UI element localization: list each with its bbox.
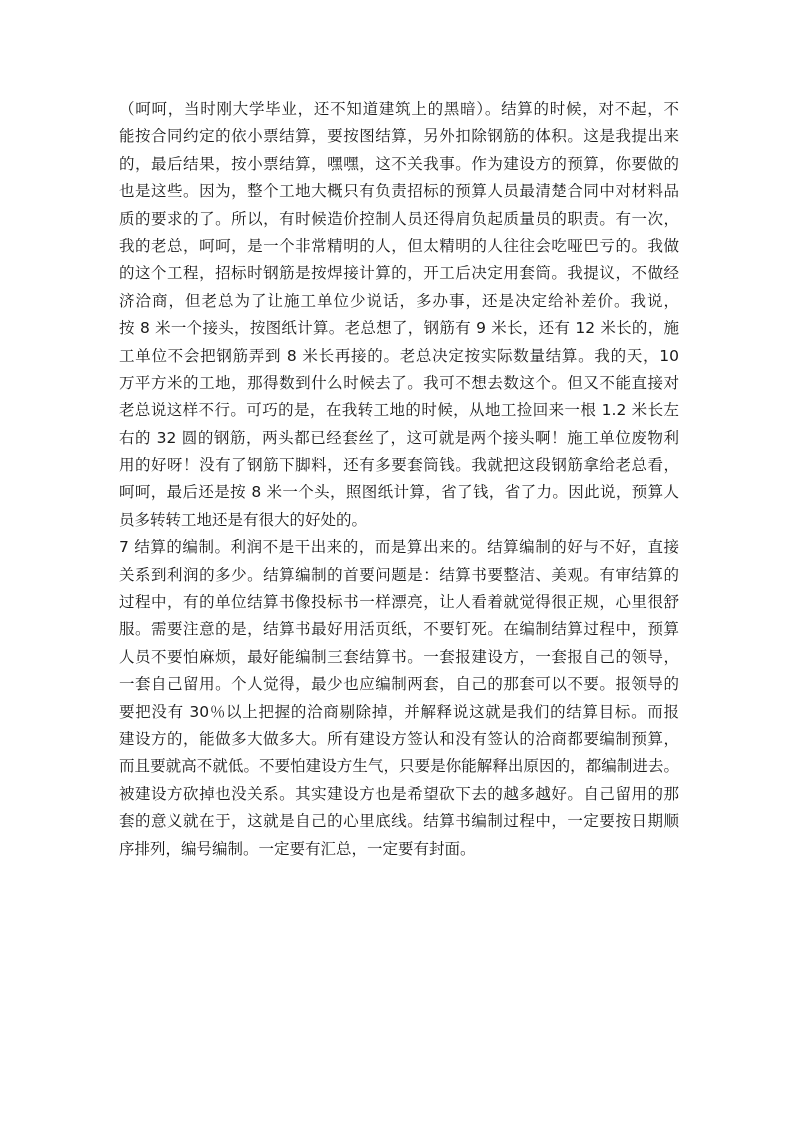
paragraph-line: （呵呵，当时刚大学毕业，还不知道建筑上的黑暗）。结算的时候，对不起，不 <box>119 100 679 118</box>
paragraph-line: 工单位不会把钢筋弄到 8 米长再接的。老总决定按实际数量结算。我的天，10 <box>119 346 679 365</box>
paragraph-line: 服。需要注意的是，结算书最好用活页纸，不要钉死。在编制结算过程中，预算 <box>119 620 679 639</box>
paragraph-line: 员多转转工地还是有很大的好处的。 <box>119 510 368 529</box>
paragraph-line: 右的 32 圆的钢筋，两头都已经套丝了，这可就是两个接头啊！施工单位废物利 <box>119 428 679 447</box>
paragraph-line: 要把没有 30％以上把握的洽商剔除掉，并解释说这就是我们的结算目标。而报 <box>119 702 679 721</box>
paragraph-line: 关系到利润的多少。结算编制的首要问题是：结算书要整洁、美观。有审结算的 <box>119 565 679 584</box>
paragraph-line: 也是这些。因为，整个工地大概只有负责招标的预算人员最清楚合同中对材料品 <box>119 182 679 201</box>
paragraph-line: 而且要就高不就低。不要怕建设方生气，只要是你能解释出原因的，都编制进去。 <box>119 757 679 776</box>
paragraph-line: 老总说这样不行。可巧的是，在我转工地的时候，从地工捡回来一根 1.2 米长左 <box>119 401 679 420</box>
paragraph-line: 呵呵，最后还是按 8 米一个头，照图纸计算，省了钱，省了力。因此说，预算人 <box>119 483 679 502</box>
paragraph-line: 万平方米的工地，那得数到什么时候去了。我可不想去数这个。但又不能直接对 <box>119 373 679 392</box>
paragraph-line: 的这个工程，招标时钢筋是按焊接计算的，开工后决定用套筒。我提议，不做经 <box>119 264 679 283</box>
paragraph-line: 济洽商，但老总为了让施工单位少说话，多办事，还是决定给补差价。我说， <box>119 291 679 310</box>
paragraph-line: 序排列，编号编制。一定要有汇总，一定要有封面。 <box>119 839 476 858</box>
paragraph-line: 建设方的，能做多大做多大。所有建设方签认和没有签认的洽商都要编制预算， <box>119 729 679 748</box>
paragraph-line: 7 结算的编制。利润不是干出来的，而是算出来的。结算编制的好与不好，直接 <box>119 538 679 557</box>
paragraph-line: 被建设方砍掉也没关系。其实建设方也是希望砍下去的越多越好。自己留用的那 <box>119 784 679 803</box>
paragraph-line: 用的好呀！没有了钢筋下脚料，还有多要套筒钱。我就把这段钢筋拿给老总看， <box>119 456 679 475</box>
paragraph-line: 的，最后结果，按小票结算，嘿嘿，这不关我事。作为建设方的预算，你要做的 <box>119 154 679 173</box>
paragraph-line: 人员不要怕麻烦，最好能编制三套结算书。一套报建设方，一套报自己的领导， <box>119 647 679 666</box>
document-body <box>119 96 679 863</box>
paragraph-line: 过程中，有的单位结算书像投标书一样漂亮，让人看着就觉得很正规，心里很舒 <box>119 593 679 612</box>
paragraph-line: 质的要求的了。所以，有时候造价控制人员还得肩负起质量员的职责。有一次， <box>119 209 679 228</box>
paragraph-line: 能按合同约定的依小票结算，要按图结算，另外扣除钢筋的体积。这是我提出来 <box>119 127 679 146</box>
paragraph-line: 一套自己留用。个人觉得，最少也应编制两套，自己的那套可以不要。报领导的 <box>119 675 679 694</box>
paragraph-line: 我的老总，呵呵，是一个非常精明的人，但太精明的人往往会吃哑巴亏的。我做 <box>119 236 679 255</box>
paragraph-line: 按 8 米一个接头，按图纸计算。老总想了，钢筋有 9 米长，还有 12 米长的，施 <box>119 319 679 338</box>
paragraph-line: 套的意义就在于，这就是自己的心里底线。结算书编制过程中，一定要按日期顺 <box>119 812 679 831</box>
